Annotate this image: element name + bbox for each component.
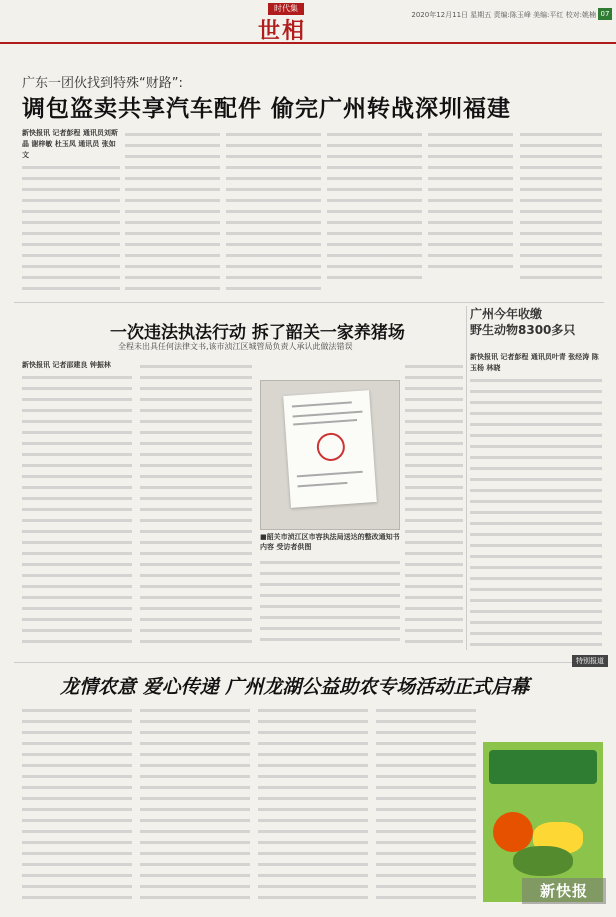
sidebar-body — [470, 352, 602, 650]
article2-column-1 — [22, 360, 132, 650]
sidebar-title-line2: 野生动物8300多只 — [470, 323, 576, 337]
article2-column-4 — [405, 360, 463, 650]
date-line: 2020年12月11日 星期五 责编:陈玉峰 美编:平红 校对:姚楠 — [411, 11, 596, 19]
newspaper-watermark: 新快报 — [522, 878, 606, 904]
special-report-tag: 特别报道 — [572, 655, 608, 667]
sidebar-divider — [466, 306, 467, 650]
section-badge: 时代集 — [268, 3, 304, 15]
article1-column-6 — [520, 128, 602, 298]
article3-column-3 — [258, 704, 368, 909]
article1-column-5 — [428, 128, 513, 298]
masthead — [0, 0, 616, 44]
article2-byline: 新快报讯 记者邵建良 钟振林 — [22, 361, 111, 369]
photo-caption: ■韶关市浈江区市容执法局送达的整改通知书内容 受访者供图 — [260, 533, 400, 551]
article1-column-3 — [226, 128, 321, 298]
article2-column-3b — [260, 556, 400, 650]
article1-column-2 — [125, 128, 220, 298]
article3-column-1 — [22, 704, 132, 909]
article1-byline: 新快报讯 记者彭程 通讯员刘斯晶 谢梓敏 杜玉凤 通讯员 张如文 — [22, 129, 118, 159]
article1-kicker: 广东一团伙找到特殊“财路”: — [22, 76, 183, 91]
article2-title: 一次违法执法行动 拆了韶关一家养猪场 — [110, 323, 405, 343]
article1-headline: 调包盗卖共享汽车配件 偷完广州转战深圳福建 — [22, 95, 512, 122]
sidebar-header — [470, 306, 600, 346]
article3-column-2 — [140, 704, 250, 909]
sidebar-title-line1: 广州今年收缴 — [470, 307, 543, 321]
page-number: 07 — [598, 8, 612, 20]
article1-column-4 — [327, 128, 422, 298]
article3-title: 龙情农意 爱心传递 广州龙湖公益助农专场活动正式启幕 — [60, 676, 530, 698]
article1-body-lines — [22, 161, 120, 293]
article2-column-2 — [140, 360, 252, 650]
article3-column-4 — [376, 704, 476, 909]
section-title: 世相 — [258, 19, 307, 44]
divider — [14, 302, 604, 303]
notice-document-photo-icon — [260, 380, 400, 530]
sidebar-byline: 新快报讯 记者彭程 通讯员叶青 张经涛 陈玉杨 林晓 — [470, 353, 599, 372]
article1-column-1 — [22, 128, 120, 298]
divider-bottom — [14, 662, 604, 663]
article2-subtitle: 全程未出具任何法律文书,该市浈江区城管局负责人承认此做法错误 — [118, 342, 353, 351]
